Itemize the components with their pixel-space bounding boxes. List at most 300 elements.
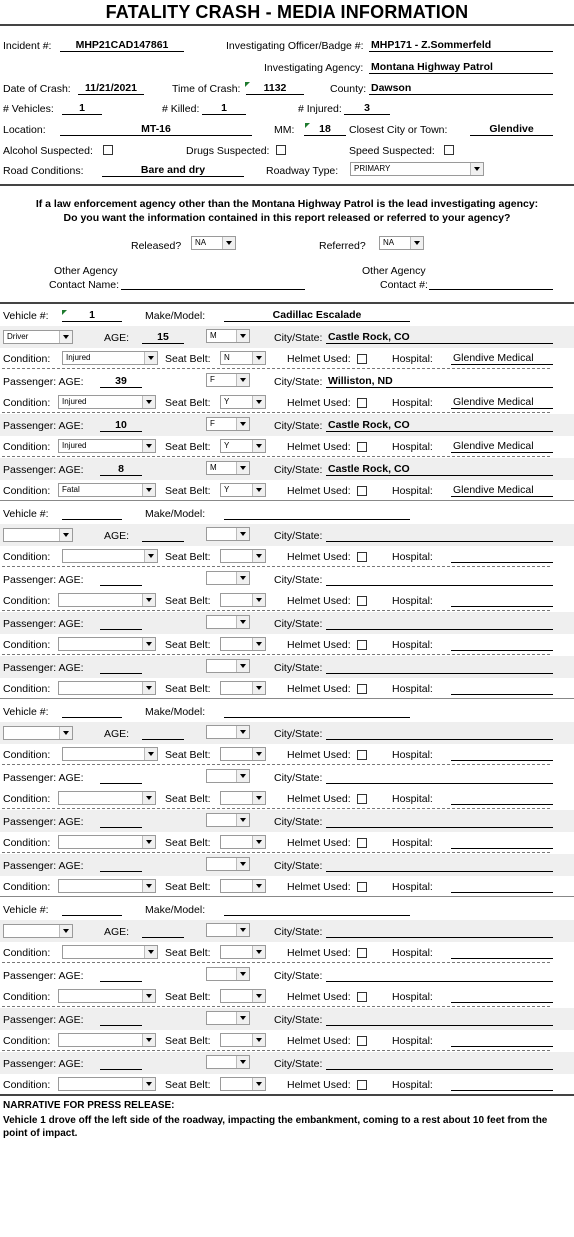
helmet-checkbox[interactable] [357, 354, 367, 364]
contact-name-field[interactable] [121, 278, 305, 290]
row-divider [2, 1006, 550, 1007]
age-field[interactable] [100, 859, 142, 872]
condition-label: Condition: [3, 947, 51, 959]
chevron-down-icon [236, 858, 249, 870]
chevron-down-icon [252, 594, 265, 606]
age-label: AGE: [104, 926, 130, 938]
condition-dropdown[interactable] [58, 439, 156, 453]
passenger-age-label: Passenger: AGE: [3, 1014, 84, 1026]
condition-dropdown[interactable] [58, 483, 156, 497]
make-model-label: Make/Model: [145, 904, 206, 916]
seat-belt-dropdown[interactable] [220, 681, 266, 695]
passenger-age-label: Passenger: AGE: [3, 860, 84, 872]
time-field[interactable]: 1132 [246, 82, 304, 95]
chevron-down-icon [252, 946, 265, 958]
helmet-checkbox[interactable] [357, 398, 367, 408]
condition-dropdown[interactable] [58, 637, 156, 651]
incident-label: Incident #: [3, 40, 52, 52]
helmet-checkbox[interactable] [357, 882, 367, 892]
age-field[interactable] [100, 815, 142, 828]
city-state-field[interactable] [326, 573, 553, 586]
hospital-label: Hospital: [392, 881, 433, 893]
hospital-field[interactable] [451, 1078, 553, 1091]
helmet-checkbox[interactable] [357, 992, 367, 1002]
chevron-down-icon [236, 616, 249, 628]
sex-dropdown[interactable] [206, 857, 250, 871]
city-state-field[interactable]: Castle Rock, CO [326, 463, 553, 476]
killed-field[interactable]: 1 [202, 102, 246, 115]
condition-dropdown[interactable] [58, 395, 156, 409]
condition-dropdown[interactable] [62, 351, 158, 365]
hospital-label: Hospital: [392, 947, 433, 959]
chevron-down-icon [144, 352, 157, 364]
seat-belt-dropdown[interactable] [220, 351, 266, 365]
hospital-field[interactable] [451, 638, 553, 651]
chevron-down-icon [144, 946, 157, 958]
city-state-label: City/State: [274, 530, 323, 542]
occupant-role-dropdown[interactable] [3, 924, 73, 938]
time-label: Time of Crash: [172, 83, 241, 95]
hospital-label: Hospital: [392, 1079, 433, 1091]
sex-dropdown-value: F [210, 419, 215, 428]
seat-belt-dropdown-value: N [224, 353, 230, 362]
condition-dropdown[interactable] [58, 791, 156, 805]
age-field[interactable] [142, 925, 184, 938]
sex-dropdown[interactable] [206, 769, 250, 783]
row-divider [2, 368, 550, 369]
chevron-down-icon [236, 374, 249, 386]
speed-checkbox[interactable] [444, 145, 454, 155]
helmet-label: Helmet Used: [287, 397, 351, 409]
released-dropdown[interactable] [191, 236, 236, 250]
seat-belt-dropdown[interactable] [220, 791, 266, 805]
hospital-field[interactable] [451, 748, 553, 761]
chevron-down-icon [236, 1056, 249, 1068]
age-field[interactable] [142, 529, 184, 542]
location-label: Location: [3, 124, 46, 136]
seat-belt-label: Seat Belt: [165, 551, 211, 563]
city-state-label: City/State: [274, 574, 323, 586]
age-field[interactable] [142, 727, 184, 740]
seat-belt-dropdown[interactable] [220, 747, 266, 761]
chevron-down-icon [236, 924, 249, 936]
city-state-field[interactable] [326, 859, 553, 872]
city-state-field[interactable]: Williston, ND [326, 375, 553, 388]
city-state-label: City/State: [274, 662, 323, 674]
mm-label: MM: [274, 124, 295, 136]
sex-dropdown-value: M [210, 463, 217, 472]
chevron-down-icon [252, 880, 265, 892]
helmet-label: Helmet Used: [287, 551, 351, 563]
helmet-checkbox[interactable] [357, 486, 367, 496]
city-state-label: City/State: [274, 420, 323, 432]
alcohol-label: Alcohol Suspected: [3, 145, 93, 157]
city-state-label: City/State: [274, 816, 323, 828]
city-state-field[interactable] [326, 925, 553, 938]
condition-label: Condition: [3, 639, 51, 651]
vehicle-number-field[interactable] [62, 507, 122, 520]
seat-belt-dropdown-value: Y [224, 441, 230, 450]
hospital-field[interactable] [451, 836, 553, 849]
released-value: NA [195, 238, 207, 247]
helmet-checkbox[interactable] [357, 596, 367, 606]
seat-belt-label: Seat Belt: [165, 793, 211, 805]
hospital-field[interactable]: Glendive Medical [451, 440, 553, 453]
hospital-field[interactable] [451, 594, 553, 607]
condition-label: Condition: [3, 595, 51, 607]
helmet-checkbox[interactable] [357, 1036, 367, 1046]
helmet-checkbox[interactable] [357, 750, 367, 760]
vehicle-number-field[interactable] [62, 903, 122, 916]
roadway-label: Roadway Type: [266, 165, 339, 177]
condition-dropdown[interactable] [58, 593, 156, 607]
hospital-field[interactable] [451, 990, 553, 1003]
hospital-field[interactable] [451, 550, 553, 563]
seat-belt-dropdown[interactable] [220, 835, 266, 849]
vehicle-number-label: Vehicle #: [3, 706, 49, 718]
vehicle-number-field[interactable] [62, 705, 122, 718]
chevron-down-icon [142, 1078, 155, 1090]
row-divider [2, 566, 550, 567]
chevron-down-icon [59, 529, 72, 541]
age-field[interactable] [100, 573, 142, 586]
narrative-text[interactable]: Vehicle 1 drove off the left side of the roadway, impacting the embankment, coming to a rest about 10 feet from the point of impact. [3, 1115, 548, 1139]
seat-belt-label: Seat Belt: [165, 353, 211, 365]
city-state-field[interactable] [326, 727, 553, 740]
seat-belt-dropdown[interactable] [220, 439, 266, 453]
sex-dropdown[interactable] [206, 417, 250, 431]
city-state-field[interactable] [326, 617, 553, 630]
vehicle-number-field[interactable]: 1 [62, 309, 122, 322]
closest-city-field[interactable]: Glendive [470, 123, 553, 136]
chevron-down-icon [252, 990, 265, 1002]
hospital-label: Hospital: [392, 353, 433, 365]
referred-dropdown[interactable] [379, 236, 424, 250]
condition-dropdown[interactable] [62, 549, 158, 563]
sex-dropdown[interactable] [206, 923, 250, 937]
sex-dropdown-value: M [210, 331, 217, 340]
chevron-down-icon [252, 396, 265, 408]
condition-dropdown[interactable] [58, 989, 156, 1003]
section-divider [0, 302, 574, 304]
seat-belt-dropdown[interactable] [220, 1077, 266, 1091]
helmet-checkbox[interactable] [357, 684, 367, 694]
chevron-down-icon [142, 594, 155, 606]
age-field[interactable] [100, 1057, 142, 1070]
chevron-down-icon [236, 770, 249, 782]
condition-dropdown[interactable] [58, 1077, 156, 1091]
seat-belt-label: Seat Belt: [165, 595, 211, 607]
sex-dropdown[interactable] [206, 329, 250, 343]
seat-belt-dropdown[interactable] [220, 549, 266, 563]
city-label: Closest City or Town: [349, 124, 448, 136]
chevron-down-icon [142, 638, 155, 650]
agency-field[interactable]: Montana Highway Patrol [369, 61, 553, 74]
helmet-label: Helmet Used: [287, 881, 351, 893]
hospital-field[interactable] [451, 880, 553, 893]
chevron-down-icon [252, 792, 265, 804]
date-field[interactable]: 11/21/2021 [78, 82, 144, 95]
chevron-down-icon [142, 880, 155, 892]
helmet-checkbox[interactable] [357, 794, 367, 804]
condition-dropdown[interactable] [62, 945, 158, 959]
seat-belt-label: Seat Belt: [165, 991, 211, 1003]
city-state-label: City/State: [274, 332, 323, 344]
hospital-field[interactable]: Glendive Medical [451, 352, 553, 365]
seat-belt-dropdown[interactable] [220, 395, 266, 409]
seat-belt-dropdown[interactable] [220, 483, 266, 497]
city-state-field[interactable] [326, 529, 553, 542]
condition-label: Condition: [3, 1079, 51, 1091]
form-title: FATALITY CRASH - MEDIA INFORMATION [105, 2, 469, 22]
city-state-field[interactable] [326, 661, 553, 674]
alcohol-checkbox[interactable] [103, 145, 113, 155]
hospital-field[interactable] [451, 682, 553, 695]
chevron-down-icon [236, 528, 249, 540]
chevron-down-icon [59, 727, 72, 739]
passenger-age-label: Passenger: AGE: [3, 574, 84, 586]
sex-dropdown[interactable] [206, 615, 250, 629]
helmet-label: Helmet Used: [287, 991, 351, 1003]
age-label: AGE: [104, 530, 130, 542]
passenger-age-label: Passenger: AGE: [3, 772, 84, 784]
killed-label: # Killed: [162, 103, 200, 115]
age-label: AGE: [104, 728, 130, 740]
hospital-field[interactable]: Glendive Medical [451, 484, 553, 497]
age-field[interactable] [100, 771, 142, 784]
hospital-label: Hospital: [392, 639, 433, 651]
helmet-label: Helmet Used: [287, 793, 351, 805]
hospital-field[interactable] [451, 946, 553, 959]
referred-label: Referred? [319, 240, 366, 252]
condition-label: Condition: [3, 441, 51, 453]
age-field[interactable]: 10 [100, 419, 142, 432]
seat-belt-dropdown[interactable] [220, 879, 266, 893]
helmet-checkbox[interactable] [357, 1080, 367, 1090]
county-label: County: [330, 83, 367, 95]
incident-field[interactable]: MHP21CAD147861 [60, 39, 184, 52]
drugs-checkbox[interactable] [276, 145, 286, 155]
condition-dropdown[interactable] [62, 747, 158, 761]
city-state-label: City/State: [274, 728, 323, 740]
hospital-label: Hospital: [392, 749, 433, 761]
section-divider [0, 184, 574, 186]
condition-label: Condition: [3, 551, 51, 563]
road-conditions-field[interactable]: Bare and dry [102, 164, 244, 177]
city-state-label: City/State: [274, 1058, 323, 1070]
hospital-field[interactable] [451, 792, 553, 805]
seat-belt-dropdown[interactable] [220, 593, 266, 607]
vehicle-number-label: Vehicle #: [3, 310, 49, 322]
age-field[interactable] [100, 661, 142, 674]
chevron-down-icon [252, 682, 265, 694]
age-field[interactable]: 8 [100, 463, 142, 476]
condition-label: Condition: [3, 837, 51, 849]
chevron-down-icon [142, 396, 155, 408]
condition-label: Condition: [3, 793, 51, 805]
hospital-label: Hospital: [392, 485, 433, 497]
mm-field[interactable]: 18 [304, 123, 346, 136]
section-divider [0, 1094, 574, 1096]
condition-dropdown-value: Injured [62, 441, 87, 450]
helmet-label: Helmet Used: [287, 353, 351, 365]
make-model-field[interactable]: Cadillac Escalade [224, 309, 410, 322]
city-state-label: City/State: [274, 970, 323, 982]
make-model-field[interactable] [224, 507, 410, 520]
sex-dropdown[interactable] [206, 571, 250, 585]
city-state-field[interactable] [326, 815, 553, 828]
chevron-down-icon [236, 968, 249, 980]
helmet-checkbox[interactable] [357, 552, 367, 562]
helmet-checkbox[interactable] [357, 948, 367, 958]
row-divider [2, 852, 550, 853]
seat-belt-label: Seat Belt: [165, 441, 211, 453]
sex-dropdown[interactable] [206, 813, 250, 827]
chevron-down-icon [252, 638, 265, 650]
condition-dropdown[interactable] [58, 835, 156, 849]
make-model-field[interactable] [224, 705, 410, 718]
injured-label: # Injured: [298, 103, 342, 115]
seat-belt-label: Seat Belt: [165, 639, 211, 651]
condition-dropdown[interactable] [58, 681, 156, 695]
row-divider [2, 412, 550, 413]
officer-field[interactable]: MHP171 - Z.Sommerfeld [369, 39, 553, 52]
helmet-checkbox[interactable] [357, 838, 367, 848]
age-field[interactable] [100, 969, 142, 982]
occupant-role-dropdown-value: Driver [7, 332, 29, 341]
age-label: AGE: [104, 332, 130, 344]
sex-dropdown[interactable] [206, 1055, 250, 1069]
row-divider [2, 654, 550, 655]
passenger-age-label: Passenger: AGE: [3, 662, 84, 674]
helmet-checkbox[interactable] [357, 442, 367, 452]
chevron-down-icon [236, 418, 249, 430]
seat-belt-dropdown[interactable] [220, 637, 266, 651]
city-state-field[interactable] [326, 969, 553, 982]
city-state-field[interactable] [326, 1013, 553, 1026]
county-field[interactable]: Dawson [369, 82, 553, 95]
location-field[interactable]: MT-16 [60, 123, 252, 136]
helmet-label: Helmet Used: [287, 441, 351, 453]
sex-dropdown[interactable] [206, 461, 250, 475]
chevron-down-icon [59, 925, 72, 937]
seat-belt-dropdown[interactable] [220, 945, 266, 959]
condition-label: Condition: [3, 683, 51, 695]
age-field[interactable] [100, 617, 142, 630]
passenger-age-label: Passenger: AGE: [3, 420, 84, 432]
sex-dropdown[interactable] [206, 1011, 250, 1025]
city-state-field[interactable]: Castle Rock, CO [326, 331, 553, 344]
vehicle-number-label: Vehicle #: [3, 904, 49, 916]
roadway-type-dropdown[interactable] [350, 162, 484, 176]
seat-belt-label: Seat Belt: [165, 683, 211, 695]
sex-dropdown[interactable] [206, 659, 250, 673]
hospital-label: Hospital: [392, 793, 433, 805]
chevron-down-icon [236, 330, 249, 342]
age-field[interactable] [100, 1013, 142, 1026]
seat-belt-label: Seat Belt: [165, 881, 211, 893]
condition-dropdown-value: Fatal [62, 485, 80, 494]
occupant-role-dropdown[interactable] [3, 726, 73, 740]
contact-number-field[interactable] [429, 278, 553, 290]
make-model-label: Make/Model: [145, 310, 206, 322]
sex-dropdown[interactable] [206, 725, 250, 739]
row-divider [2, 610, 550, 611]
condition-label: Condition: [3, 485, 51, 497]
occupant-role-dropdown[interactable] [3, 330, 73, 344]
city-state-field[interactable] [326, 1057, 553, 1070]
passenger-age-label: Passenger: AGE: [3, 376, 84, 388]
age-field[interactable]: 15 [142, 331, 184, 344]
drugs-label: Drugs Suspected: [186, 145, 270, 157]
seat-belt-dropdown-value: Y [224, 485, 230, 494]
chevron-down-icon [236, 726, 249, 738]
helmet-label: Helmet Used: [287, 639, 351, 651]
age-field[interactable]: 39 [100, 375, 142, 388]
chevron-down-icon [252, 748, 265, 760]
hospital-field[interactable] [451, 1034, 553, 1047]
seat-belt-dropdown[interactable] [220, 989, 266, 1003]
sex-dropdown[interactable] [206, 373, 250, 387]
speed-label: Speed Suspected: [349, 145, 435, 157]
make-model-field[interactable] [224, 903, 410, 916]
city-state-field[interactable] [326, 771, 553, 784]
chevron-down-icon [142, 792, 155, 804]
chevron-down-icon [410, 237, 423, 249]
other-agency-label-2: Other Agency [362, 265, 426, 277]
section-divider [0, 698, 574, 699]
condition-dropdown-value: Injured [62, 397, 87, 406]
helmet-label: Helmet Used: [287, 837, 351, 849]
hospital-label: Hospital: [392, 441, 433, 453]
chevron-down-icon [142, 484, 155, 496]
seat-belt-label: Seat Belt: [165, 749, 211, 761]
sex-dropdown[interactable] [206, 527, 250, 541]
city-state-label: City/State: [274, 464, 323, 476]
helmet-label: Helmet Used: [287, 1035, 351, 1047]
chevron-down-icon [142, 990, 155, 1002]
chevron-down-icon [252, 440, 265, 452]
seat-belt-dropdown[interactable] [220, 1033, 266, 1047]
date-label: Date of Crash: [3, 83, 71, 95]
chevron-down-icon [252, 1078, 265, 1090]
vehicles-field[interactable]: 1 [62, 102, 102, 115]
sex-dropdown[interactable] [206, 967, 250, 981]
hospital-field[interactable]: Glendive Medical [451, 396, 553, 409]
vehicles-label: # Vehicles: [3, 103, 54, 115]
condition-label: Condition: [3, 749, 51, 761]
chevron-down-icon [144, 748, 157, 760]
condition-dropdown[interactable] [58, 1033, 156, 1047]
city-state-field[interactable]: Castle Rock, CO [326, 419, 553, 432]
seat-belt-dropdown-value: Y [224, 397, 230, 406]
chevron-down-icon [142, 1034, 155, 1046]
referred-value: NA [383, 238, 395, 247]
chevron-down-icon [252, 484, 265, 496]
hospital-label: Hospital: [392, 1035, 433, 1047]
helmet-checkbox[interactable] [357, 640, 367, 650]
helmet-label: Helmet Used: [287, 947, 351, 959]
make-model-label: Make/Model: [145, 706, 206, 718]
condition-dropdown[interactable] [58, 879, 156, 893]
injured-field[interactable]: 3 [344, 102, 390, 115]
seat-belt-label: Seat Belt: [165, 1079, 211, 1091]
released-label: Released? [131, 240, 182, 252]
chevron-down-icon [236, 814, 249, 826]
helmet-label: Helmet Used: [287, 749, 351, 761]
row-divider [2, 456, 550, 457]
occupant-role-dropdown[interactable] [3, 528, 73, 542]
